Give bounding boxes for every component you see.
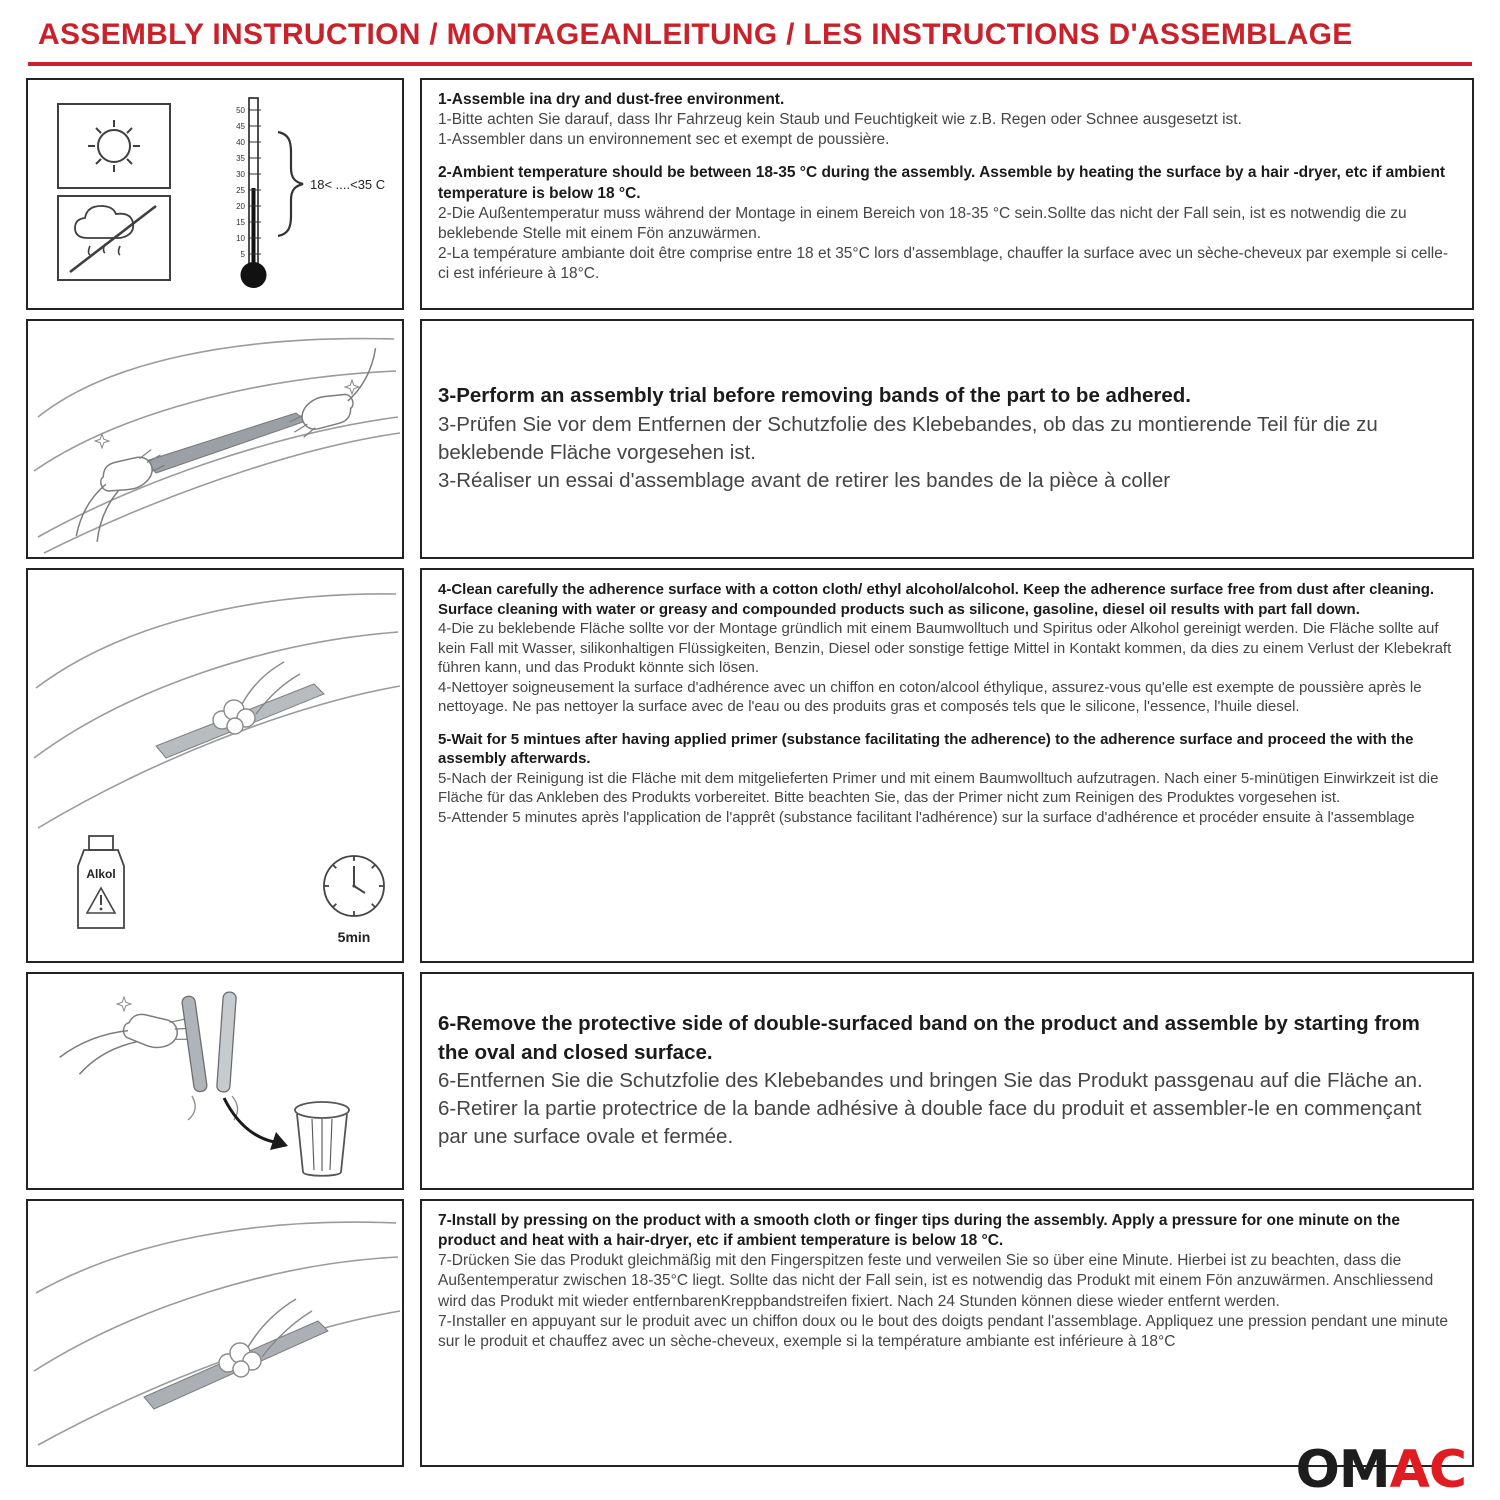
instruction-row-trial [26,319,1474,559]
instruction-row-environment [26,78,1474,310]
press-install-illustration [28,1201,402,1465]
step-6-de: 6-Entfernen Sie die Schutzfolie des Klebebandes und bringen Sie das Produkt passgenau auf die Fläche an. [438,1068,1423,1092]
thermometer-icon [236,98,266,288]
adhesive-strips-icon [181,992,237,1120]
door-sill-sketch [34,1222,400,1445]
omac-logo [1295,1440,1466,1500]
bottle-label: Alkol [86,867,116,881]
step-2-en: 2-Ambient temperature should be between 18-35 °C during the assembly. Assemble by heating the surface by a hair -dryer, etc if ambient temperature is below 18 °C. [438,164,1446,202]
illustration-assembly-trial [26,319,404,559]
step-2-de: 2-Die Außentemperatur muss während der Montage in einem Bereich von 18-35 °C sein.Sollte das nicht der Fall sein, ist es notwendig die zu beklebende Stelle mit einem Fön anzuwärmen. [438,204,1407,242]
step-6-fr: 6-Retirer la partie protectrice de la bande adhésive à double face du produit et assembler-le en commençant par une surface ovale et fermée. [438,1097,1422,1149]
scale-tick-label: 35 [236,154,245,163]
scale-tick-label: 50 [236,106,245,115]
instruction-text-band [420,972,1474,1190]
step-5-fr: 5-Attender 5 minutes après l'application de l'apprêt (substance facilitant l'adhérence) sur la surface d'adhérence et procéder ensuite à l'assemblage [438,808,1415,826]
step-1-fr: 1-Assembler dans un environnement sec et exempt de poussière. [438,131,890,149]
page-title: ASSEMBLY INSTRUCTION / MONTAGEANLEITUNG / LES INSTRUCTIONS D'ASSEMBLAGE [38,18,1353,51]
step-1-en: 1-Assemble ina dry and dust-free environment. [438,91,785,108]
step-3-de: 3-Prüfen Sie vor dem Entfernen der Schutzfolie des Klebebandes, ob das zu montierende Teil für die zu beklebende Fläche vorgesehen ist. [438,412,1378,464]
instruction-row-install [26,1199,1474,1467]
step-4-fr: 4-Nettoyer soigneusement la surface d'adhérence avec un chiffon en coton/alcool éthylique, assurez-vous qu'elle est exempte de poussière après le nettoyage. Ne pas nettoyer la surface avec de l'eau ou des produits gras et composés tels que le silicone, l'essence, l'huile diesel. [438,678,1422,715]
scale-tick-label: 10 [236,234,245,243]
scale-tick-label: 45 [236,122,245,131]
holding-hand-icon [58,1003,192,1089]
environment-illustration [28,80,402,308]
scale-tick-label: 15 [236,218,245,227]
step-7-de: 7-Drücken Sie das Produkt gleichmäßig mit den Fingerspitzen feste und verweilen Sie so über eine Minute. Hierbei ist zu beachten, dass die Außentemperatur zwischen 18-35°C liegt. Sollte das nicht der Fall sein, ist es notwendig das Produkt mit einem Fön anzuwärmen. Anschliessend wird das Produkt mit wieder entfernbarenKreppbandstreifen fixiert. Nach 24 Stunden können diese wieder entfernt werden. [438,1252,1434,1310]
clock-label: 5min [337,929,371,945]
step-6-en: 6-Remove the protective side of double-surfaced band on the product and assemble by starting from the oval and closed surface. [438,1012,1420,1064]
right-hand-icon [276,348,396,440]
step-7-en: 7-Install by pressing on the product with a smooth cloth or finger tips during the assembly. Apply a pressure for one minute on the product and heat with a hair-dryer, etc if ambient temperature is below 18 °C. [438,1212,1400,1250]
scale-tick-label: 5 [240,250,245,259]
scale-tick-label: 25 [236,186,245,195]
step-7-fr: 7-Installer en appuyant sur le produit avec un chiffon doux ou le bout des doigts pendant l'assemblage. Appliquez une pression pendant une minute sur le produit et chauffez avec un sèche-cheveux, exemple si la température ambiante est inférieure à 18°C [438,1312,1449,1350]
instruction-row-band [26,972,1474,1190]
assembly-trial-illustration [28,321,402,557]
scale-tick-label: 30 [236,170,245,179]
omac-logo-red: AC [1389,1440,1466,1500]
step-4-de: 4-Die zu beklebende Fläche sollte vor der Montage gründlich mit einem Baumwolltuch und Spiritus oder Alkohol gereinigt werden. Die Fläche sollte auf kein Fall mit Wasser, silikonhaltigen Flüssigkeiten, Benzin, Diesel oder sonstige fettige Mittel in Kontakt kommen, da dies zu einem Verlust der Klebekraft führen kann, und das Produkt könnte sich lösen. [438,620,1452,676]
instruction-row-clean [26,568,1474,963]
range-brace [278,132,303,236]
arrow-to-bin [224,1098,274,1142]
illustration-cleaning [26,568,404,963]
instruction-text-install [420,1199,1474,1467]
step-5-de: 5-Nach der Reinigung ist die Fläche mit dem mitgelieferten Primer und mit einem Baumwolltuch aufzutragen. Nach einer 5-minütigen Einwirkzeit ist die Fläche für das Ankleben des Produkts vorbereitet. Bitte beachten Sie, das der Primer nicht zum Reinigen des Produktes vorgesehen ist. [438,769,1439,806]
temperature-range-label: 18< ....<35 C [310,177,386,192]
cleaning-illustration [28,570,402,961]
instruction-text-clean [420,568,1474,963]
instruction-text-trial [420,319,1474,559]
omac-logo-black: OM [1295,1440,1390,1500]
illustration-remove-band [26,972,404,1190]
sun-icon [58,104,170,188]
step-2-fr: 2-La température ambiante doit être comprise entre 18 et 35°C lors d'assemblage, chauffer la surface avec un sèche-cheveux par exemple si celle-ci est inférieure à 18°C. [438,244,1449,283]
scale-tick-label: 20 [236,202,245,211]
step-3-fr: 3-Réaliser un essai d'assemblage avant de retirer les bandes de la pièce à coller [438,469,1171,493]
no-rain-icon [58,196,170,280]
step-1-de: 1-Bitte achten Sie darauf, dass Ihr Fahrzeug kein Staub und Feuchtigkeit wie z.B. Regen oder Schnee ausgesetzt ist. [438,111,1242,129]
trash-bin-icon [295,1102,349,1176]
illustration-environment [26,78,404,310]
sparkle-icon [117,997,131,1011]
clock-icon [324,856,384,916]
door-sill-sketch [34,594,400,828]
spacer [438,150,1456,163]
spacer [438,717,1456,730]
scale-tick-label: 40 [236,138,245,147]
alcohol-bottle-icon [78,836,124,928]
title-divider [28,62,1472,66]
instruction-text-environment [420,78,1474,310]
step-4-en: 4-Clean carefully the adherence surface with a cotton cloth/ ethyl alcohol/alcohol. Keep the adherence surface free from dust after cleaning. Surface cleaning with water or greasy and compounded products such as silicone, gasoline, diesel oil results with part fall down. [438,581,1435,618]
step-3-en: 3-Perform an assembly trial before removing bands of the part to be adhered. [438,384,1191,408]
step-5-en: 5-Wait for 5 mintues after having applied primer (substance facilitating the adherence) to the adherence surface and proceed the with the assembly afterwards. [438,730,1414,767]
sill-trim-strip [146,413,306,473]
remove-band-illustration [28,974,402,1188]
illustration-press-install [26,1199,404,1467]
